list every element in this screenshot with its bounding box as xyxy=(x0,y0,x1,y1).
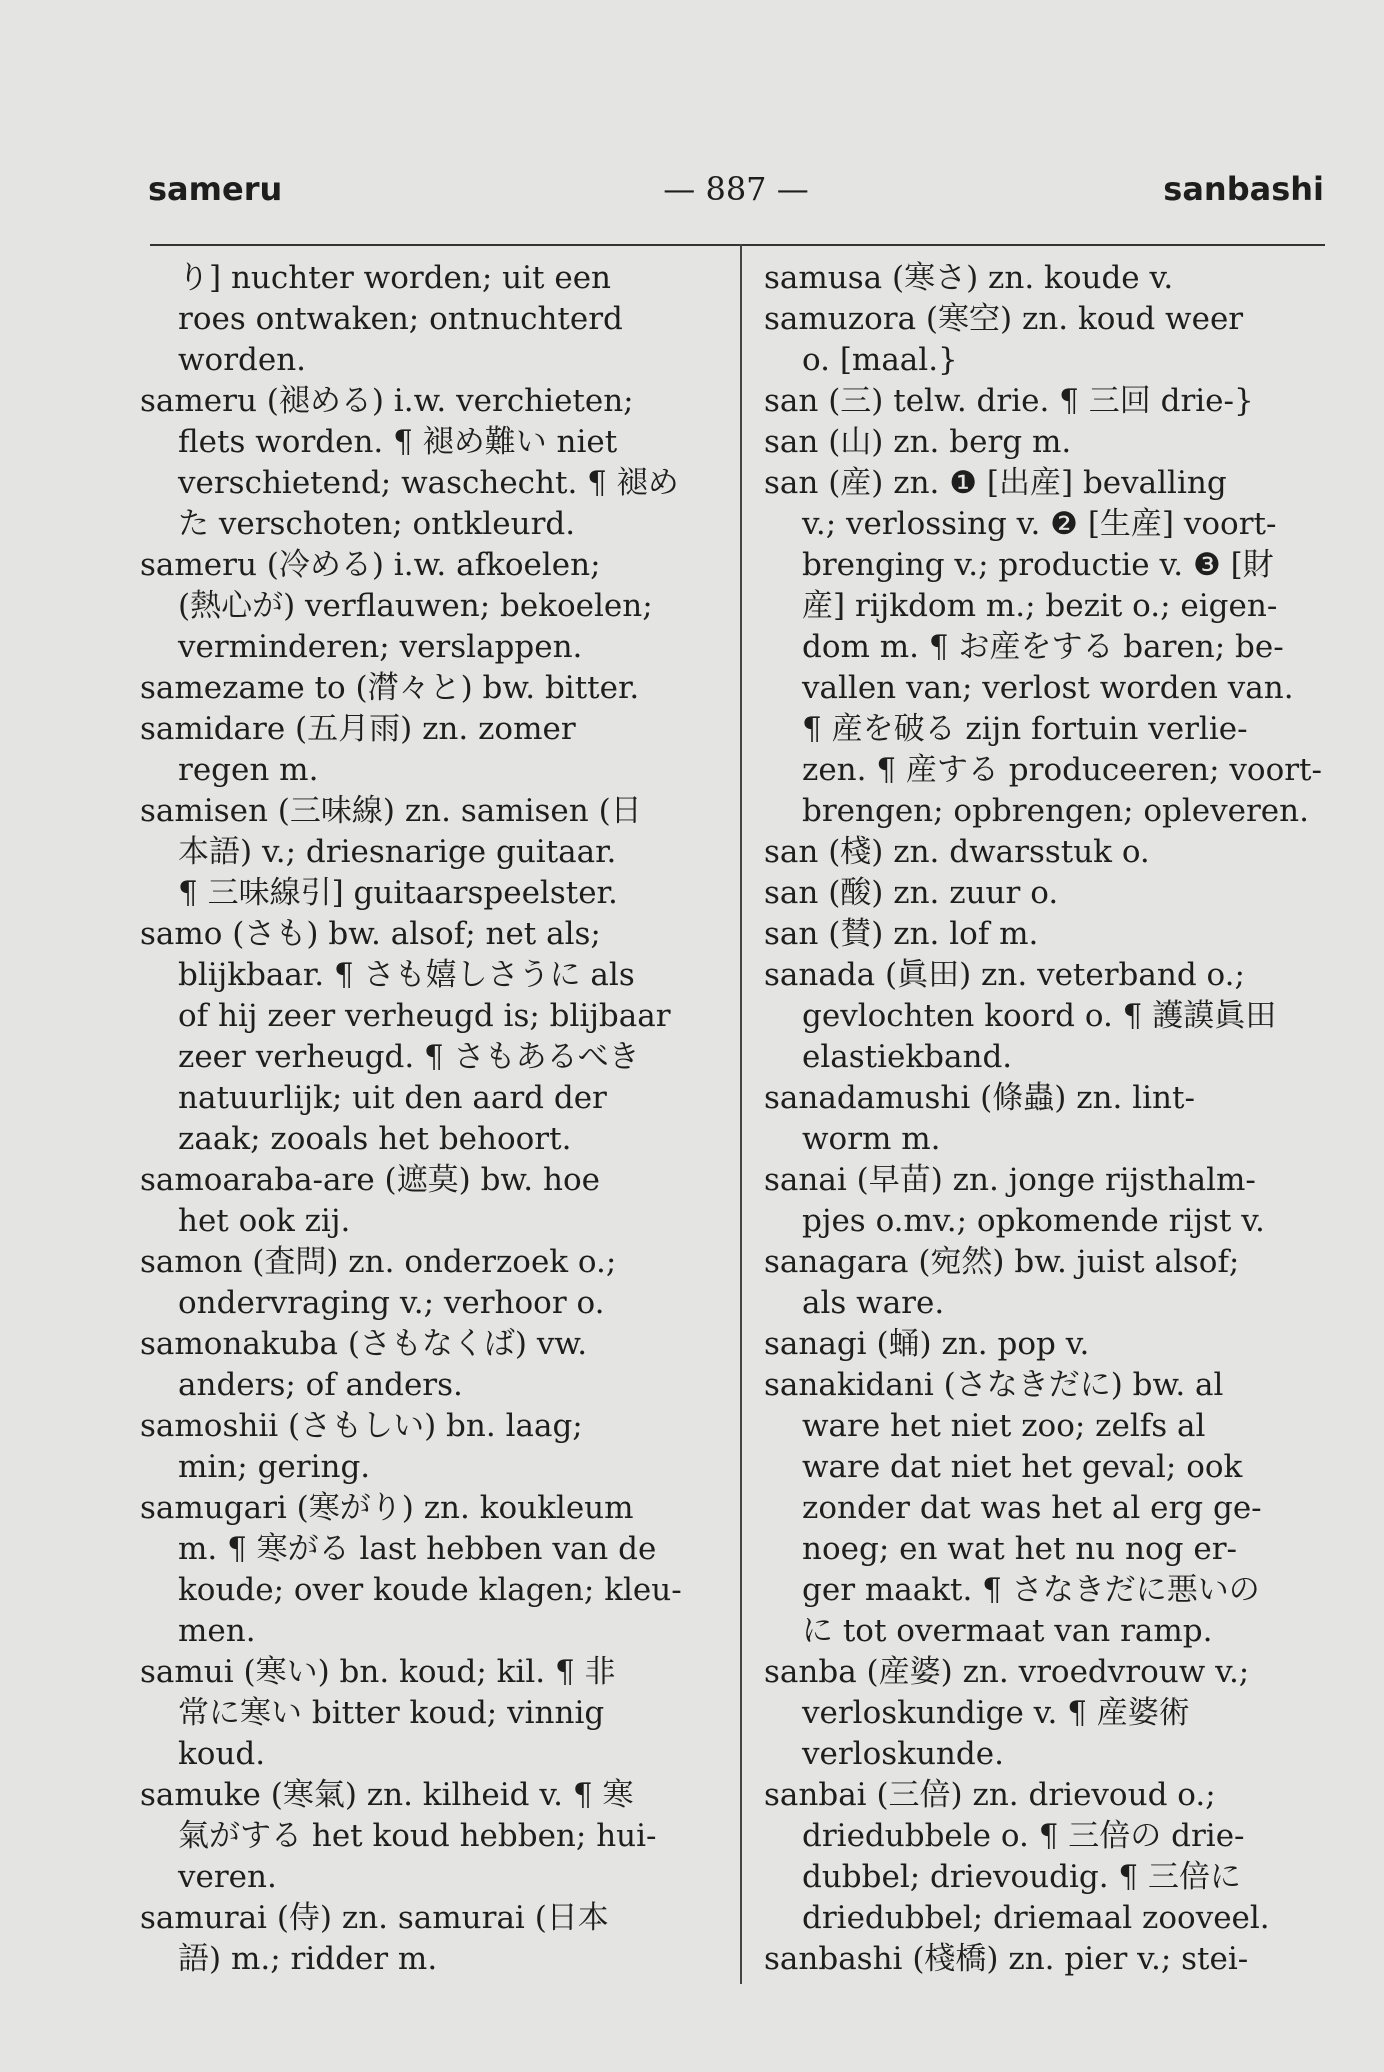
entry-line: ger maakt. ¶ さなきだに悪いの xyxy=(802,1572,1260,1608)
entry-headline: sanba (産婆) zn. vroedvrouw v.; xyxy=(764,1654,1250,1690)
header-first-headword: sameru xyxy=(148,170,283,208)
dictionary-entry xyxy=(764,914,1330,955)
entry-line: men. xyxy=(178,1613,256,1649)
right-column xyxy=(764,258,1330,1980)
entry-line: v.; verlossing v. ❷ [生産] voort- xyxy=(802,506,1277,542)
entry-line: regen m. xyxy=(178,752,319,788)
entry-line: koud. xyxy=(178,1736,266,1772)
entry-line: に tot overmaat van ramp. xyxy=(802,1613,1213,1649)
entry-headline: samo (さも) bw. alsof; net als; xyxy=(140,916,601,952)
entry-line: roes ontwaken; ontnuchterd xyxy=(178,301,623,337)
entry-line: worm m. xyxy=(802,1121,941,1157)
dictionary-entry xyxy=(764,1775,1330,1939)
entry-line: brengen; opbrengen; opleveren. xyxy=(802,793,1309,829)
entry-line: ware dat niet het geval; ook xyxy=(802,1449,1243,1485)
dictionary-entry xyxy=(140,914,718,1160)
entry-headline: samugari (寒がり) zn. koukleum xyxy=(140,1490,634,1526)
entry-line: driedubbele o. ¶ 三倍の drie- xyxy=(802,1818,1245,1854)
entry-line: het ook zij. xyxy=(178,1203,351,1239)
entry-line: ware het niet zoo; zelfs al xyxy=(802,1408,1206,1444)
entry-headline: sanadamushi (條蟲) zn. lint- xyxy=(764,1080,1195,1116)
entry-line: min; gering. xyxy=(178,1449,371,1485)
header-last-headword: sanbashi xyxy=(1163,170,1324,208)
dictionary-entry xyxy=(764,1242,1330,1324)
entry-line: koude; over koude klagen; kleu- xyxy=(178,1572,682,1608)
entry-line: o. [maal.} xyxy=(802,342,958,378)
entry-line: noeg; en wat het nu nog er- xyxy=(802,1531,1237,1567)
entry-headline: san (産) zn. ❶ [出産] bevalling xyxy=(764,465,1227,501)
entry-line: 氣がする het koud hebben; hui- xyxy=(178,1818,657,1854)
dictionary-entry xyxy=(140,1324,718,1406)
dictionary-entry xyxy=(140,1242,718,1324)
dictionary-entry xyxy=(764,1078,1330,1160)
entry-headline: san (棧) zn. dwarsstuk o. xyxy=(764,834,1150,870)
dictionary-entry xyxy=(764,1365,1330,1652)
dictionary-entry xyxy=(140,258,718,381)
entry-line: た verschoten; ontkleurd. xyxy=(178,506,576,542)
dictionary-entry xyxy=(764,1652,1330,1775)
dictionary-entry xyxy=(764,832,1330,873)
entry-line: verloskunde. xyxy=(802,1736,1004,1772)
dictionary-entry xyxy=(140,1652,718,1775)
entry-headline: samuke (寒氣) zn. kilheid v. ¶ 寒 xyxy=(140,1777,634,1813)
entry-headline: san (賛) zn. lof m. xyxy=(764,916,1039,952)
entry-headline: sanai (早苗) zn. jonge rijsthalm- xyxy=(764,1162,1256,1198)
entry-headline: san (三) telw. drie. ¶ 三回 drie-} xyxy=(764,383,1254,419)
dictionary-entry xyxy=(140,709,718,791)
entry-headline: samisen (三味線) zn. samisen (日 xyxy=(140,793,642,829)
entry-line: ondervraging v.; verhoor o. xyxy=(178,1285,605,1321)
dictionary-entry xyxy=(764,299,1330,381)
dictionary-entry xyxy=(140,668,718,709)
dictionary-entry xyxy=(764,873,1330,914)
dictionary-entry xyxy=(764,955,1330,1078)
entry-line: blijkbaar. ¶ さも嬉しさうに als xyxy=(178,957,635,993)
entry-headline: sameru (褪める) i.w. verchieten; xyxy=(140,383,634,419)
entry-line: verminderen; verslappen. xyxy=(178,629,583,665)
entry-line: flets worden. ¶ 褪め難い niet xyxy=(178,424,618,460)
dictionary-entry xyxy=(764,463,1330,832)
entry-line: zaak; zooals het behoort. xyxy=(178,1121,572,1157)
column-divider xyxy=(740,244,742,1984)
entry-headline: samoshii (さもしい) bn. laag; xyxy=(140,1408,583,1444)
entry-line: driedubbel; driemaal zooveel. xyxy=(802,1900,1270,1936)
left-column xyxy=(140,258,718,1980)
entry-line: 産] rijkdom m.; bezit o.; eigen- xyxy=(802,588,1278,624)
entry-headline: sanagi (蛹) zn. pop v. xyxy=(764,1326,1090,1362)
page-header xyxy=(148,170,1324,226)
dictionary-entry xyxy=(764,258,1330,299)
header-rule xyxy=(150,244,1325,246)
entry-headline: samurai (侍) zn. samurai (日本 xyxy=(140,1900,609,1936)
entry-headline: sanbashi (棧橋) zn. pier v.; stei- xyxy=(764,1941,1249,1977)
entry-line: (熱心が) verflauwen; bekoelen; xyxy=(178,588,653,624)
entry-line: veren. xyxy=(178,1859,277,1895)
entry-headline: samon (査問) zn. onderzoek o.; xyxy=(140,1244,617,1280)
dictionary-entry xyxy=(140,1898,718,1980)
dictionary-entry xyxy=(764,1160,1330,1242)
dictionary-entry xyxy=(764,1324,1330,1365)
dictionary-entry xyxy=(140,1160,718,1242)
entry-line: gevlochten koord o. ¶ 護謨眞田 xyxy=(802,998,1277,1034)
entry-headline: samezame to (潸々と) bw. bitter. xyxy=(140,670,640,706)
entry-headline: samoaraba-are (遮莫) bw. hoe xyxy=(140,1162,600,1198)
entry-line: pjes o.mv.; opkomende rijst v. xyxy=(802,1203,1265,1239)
entry-line: anders; of anders. xyxy=(178,1367,463,1403)
entry-line: 本語) v.; driesnarige guitaar. xyxy=(178,834,617,870)
entry-line: ¶ 産を破る zijn fortuin verlie- xyxy=(802,711,1248,747)
page-number: — 887 — xyxy=(663,170,809,208)
entry-line: zen. ¶ 産する produceeren; voort- xyxy=(802,752,1322,788)
entry-line: dubbel; drievoudig. ¶ 三倍に xyxy=(802,1859,1242,1895)
dictionary-entry xyxy=(140,545,718,668)
entry-line: verloskundige v. ¶ 産婆術 xyxy=(802,1695,1190,1731)
entry-headline: samonakuba (さもなくば) vw. xyxy=(140,1326,588,1362)
entry-headline: sanakidani (さなきだに) bw. al xyxy=(764,1367,1224,1403)
entry-line: elastiekband. xyxy=(802,1039,1013,1075)
entry-line: worden. xyxy=(178,342,307,378)
entry-line: m. ¶ 寒がる last hebben van de xyxy=(178,1531,657,1567)
entry-line: 語) m.; ridder m. xyxy=(178,1941,438,1977)
dictionary-entry xyxy=(764,1939,1330,1980)
entry-headline: samusa (寒さ) zn. koude v. xyxy=(764,260,1174,296)
entry-line: り] nuchter worden; uit een xyxy=(178,260,612,296)
entry-headline: sameru (冷める) i.w. afkoelen; xyxy=(140,547,601,583)
entry-headline: samidare (五月雨) zn. zomer xyxy=(140,711,576,747)
entry-line: brenging v.; productie v. ❸ [財 xyxy=(802,547,1274,583)
dictionary-entry xyxy=(140,791,718,914)
dictionary-entry xyxy=(764,381,1330,422)
entry-headline: san (山) zn. berg m. xyxy=(764,424,1072,460)
entry-headline: samuzora (寒空) zn. koud weer xyxy=(764,301,1244,337)
entry-line: vallen van; verlost worden van. xyxy=(802,670,1294,706)
dictionary-entry xyxy=(140,381,718,545)
entry-line: zonder dat was het al erg ge- xyxy=(802,1490,1262,1526)
entry-line: dom m. ¶ お産をする baren; be- xyxy=(802,629,1284,665)
dictionary-entry xyxy=(140,1406,718,1488)
entry-headline: sanagara (宛然) bw. juist alsof; xyxy=(764,1244,1240,1280)
dictionary-entry xyxy=(140,1775,718,1898)
entry-headline: samui (寒い) bn. koud; kil. ¶ 非 xyxy=(140,1654,616,1690)
dictionary-entry xyxy=(764,422,1330,463)
entry-line: of hij zeer verheugd is; blijbaar xyxy=(178,998,671,1034)
entry-line: zeer verheugd. ¶ さもあるべき xyxy=(178,1039,640,1075)
entry-headline: san (酸) zn. zuur o. xyxy=(764,875,1059,911)
entry-headline: sanada (眞田) zn. veterband o.; xyxy=(764,957,1245,993)
entry-line: verschietend; waschecht. ¶ 褪め xyxy=(178,465,679,501)
entry-headline: sanbai (三倍) zn. drievoud o.; xyxy=(764,1777,1216,1813)
entry-line: ¶ 三味線引] guitaarspeelster. xyxy=(178,875,618,911)
dictionary-entry xyxy=(140,1488,718,1652)
entry-line: 常に寒い bitter koud; vinnig xyxy=(178,1695,605,1731)
entry-line: als ware. xyxy=(802,1285,945,1321)
entry-line: natuurlijk; uit den aard der xyxy=(178,1080,607,1116)
